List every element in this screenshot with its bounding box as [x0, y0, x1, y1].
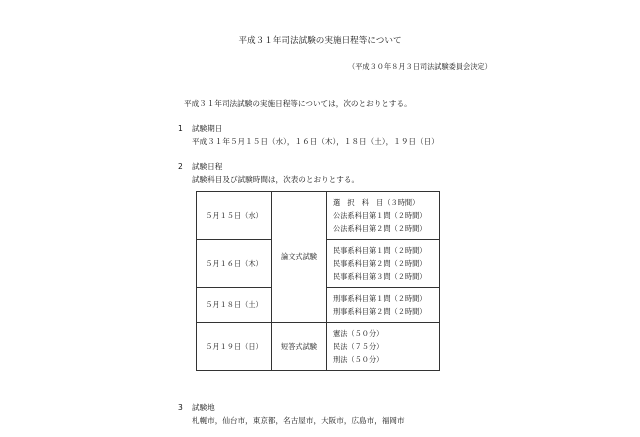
date-cell: ５月１５日（水）	[197, 192, 272, 240]
subject-line: 民事系科目第２問（２時間）	[333, 259, 427, 268]
section-heading-exam-dates: 試験期日	[192, 124, 223, 133]
section-heading-exam-locations: 試験地	[192, 403, 215, 412]
decision-note: （平成３０年８月３日司法試験委員会決定）	[348, 62, 492, 71]
section-number: 2	[178, 162, 183, 171]
subjects-cell	[327, 192, 440, 240]
exam-locations-text: 札幌市，仙台市，東京都，名古屋市，大阪市，広島市，福岡市	[192, 416, 405, 425]
date-cell: ５月１９日（日）	[197, 323, 272, 371]
table-row	[197, 323, 440, 371]
intro-text: 平成３１年司法試験の実施日程等については，次のとおりとする。	[184, 99, 412, 108]
document-title: 平成３１年司法試験の実施日程等について	[238, 36, 402, 46]
date-cell: ５月１６日（木）	[197, 240, 272, 288]
exam-schedule-text: 試験科目及び試験時間は，次表のとおりとする。	[192, 175, 360, 184]
date-cell: ５月１８日（土）	[197, 288, 272, 323]
exam-type-cell: 短答式試験	[272, 323, 327, 371]
subject-line: 公法系科目第２問（２時間）	[333, 224, 427, 233]
subjects-cell	[327, 288, 440, 323]
subjects-cell	[327, 240, 440, 288]
subject-line: 憲法（５０分）	[333, 329, 384, 338]
section-heading-exam-schedule: 試験日程	[192, 162, 223, 171]
schedule-table	[196, 191, 440, 371]
subject-line: 刑法（５０分）	[333, 355, 384, 364]
exam-dates-text: 平成３１年５月１５日（水），１６日（木），１８日（土），１９日（日）	[192, 137, 439, 146]
subject-line: 選 択 科 目（３時間）	[333, 198, 420, 207]
section-number: 1	[178, 124, 183, 133]
subject-line: 公法系科目第１問（２時間）	[333, 211, 427, 220]
subject-line: 刑事系科目第１問（２時間）	[333, 294, 427, 303]
section-number: 3	[178, 403, 183, 412]
subject-line: 民法（７５分）	[333, 342, 384, 351]
table-row	[197, 192, 440, 240]
subjects-cell	[327, 323, 440, 371]
subject-line: 民事系科目第１問（２時間）	[333, 246, 427, 255]
exam-type-cell: 論文式試験	[272, 192, 327, 323]
subject-line: 刑事系科目第２問（２時間）	[333, 307, 427, 316]
subject-line: 民事系科目第３問（２時間）	[333, 272, 427, 281]
